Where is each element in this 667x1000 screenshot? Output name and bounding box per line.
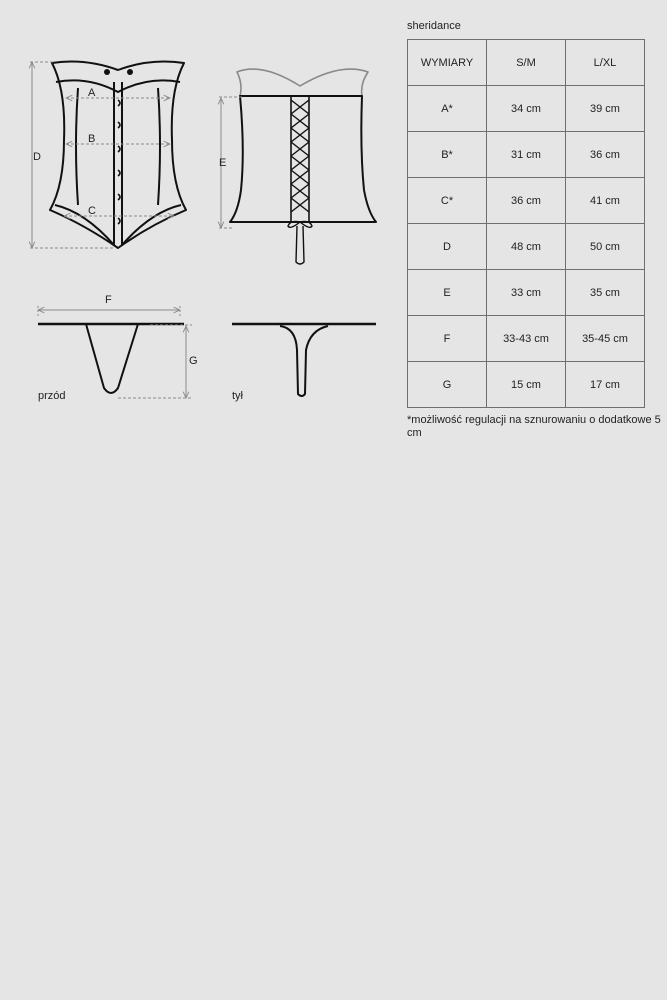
corset-front-outline: [50, 62, 186, 248]
table-cell: C*: [408, 178, 487, 224]
thong-front-drawing: [38, 324, 184, 393]
dim-label-g: G: [189, 355, 198, 367]
dim-label-a: A: [88, 87, 96, 99]
corset-back-lace-ends: [296, 226, 304, 264]
table-cell: E: [408, 270, 487, 316]
thong-dimensions: [38, 306, 192, 398]
header-cell: L/XL: [566, 40, 645, 86]
table-cell: 33-43 cm: [487, 316, 566, 362]
header-cell: S/M: [487, 40, 566, 86]
table-row: [408, 132, 645, 178]
dim-label-f: F: [105, 294, 112, 306]
hook-mark: [118, 100, 120, 106]
corset-back-lacing-cross: [291, 100, 309, 212]
hook-mark: [118, 146, 120, 152]
button-dot: [127, 69, 133, 75]
corset-front-hem: [55, 205, 181, 245]
table-cell: 35-45 cm: [566, 316, 645, 362]
dim-label-d: D: [33, 151, 41, 163]
button-dot: [104, 69, 110, 75]
table-cell: B*: [408, 132, 487, 178]
adjustment-note: *możliwość regulacji na sznurowaniu o dodatkowe 5 cm: [407, 414, 661, 439]
dim-label-b: B: [88, 133, 96, 145]
table-cell: A*: [408, 86, 487, 132]
back-view-label: tył: [232, 390, 243, 402]
table-cell: 33 cm: [487, 270, 566, 316]
hook-mark: [118, 122, 120, 128]
table-row: [408, 224, 645, 270]
table-cell: 31 cm: [487, 132, 566, 178]
table-cell: 36 cm: [566, 132, 645, 178]
hook-mark: [118, 218, 120, 224]
table-cell: 48 cm: [487, 224, 566, 270]
hook-mark: [118, 170, 120, 176]
thong-back-drawing: [232, 324, 376, 396]
table-cell: G: [408, 362, 487, 408]
table-cell: 17 cm: [566, 362, 645, 408]
table-row: [408, 362, 645, 408]
table-cell: 50 cm: [566, 224, 645, 270]
table-cell: 41 cm: [566, 178, 645, 224]
hook-mark: [118, 194, 120, 200]
front-view-label: przód: [38, 390, 66, 402]
table-cell: F: [408, 316, 487, 362]
dim-label-c: C: [88, 205, 96, 217]
corset-front-neckline: [56, 80, 180, 92]
corset-front-seam-right: [158, 88, 160, 205]
corset-back-drawing: [230, 69, 376, 264]
size-table: [407, 39, 645, 408]
table-cell: 35 cm: [566, 270, 645, 316]
corset-front-hooks: [118, 100, 120, 224]
table-cell: 15 cm: [487, 362, 566, 408]
header-cell: WYMIARY: [408, 40, 487, 86]
corset-back-bow: [288, 222, 312, 228]
size-diagram: [0, 0, 400, 440]
corset-front-seam-left: [76, 88, 78, 205]
table-cell: 34 cm: [487, 86, 566, 132]
thong-front-panel: [86, 324, 138, 393]
table-cell: 36 cm: [487, 178, 566, 224]
dim-label-e: E: [219, 157, 227, 169]
table-row: [408, 86, 645, 132]
table-row: [408, 178, 645, 224]
table-row: [408, 270, 645, 316]
brand-name: sheridance: [407, 20, 461, 32]
table-cell: D: [408, 224, 487, 270]
corset-back-top-edge: [237, 69, 368, 96]
thong-back-string: [280, 326, 328, 396]
table-cell: 39 cm: [566, 86, 645, 132]
table-row: [408, 316, 645, 362]
table-header-row: [408, 40, 645, 86]
front-dimensions: [30, 62, 174, 248]
corset-front-drawing: [50, 62, 186, 248]
